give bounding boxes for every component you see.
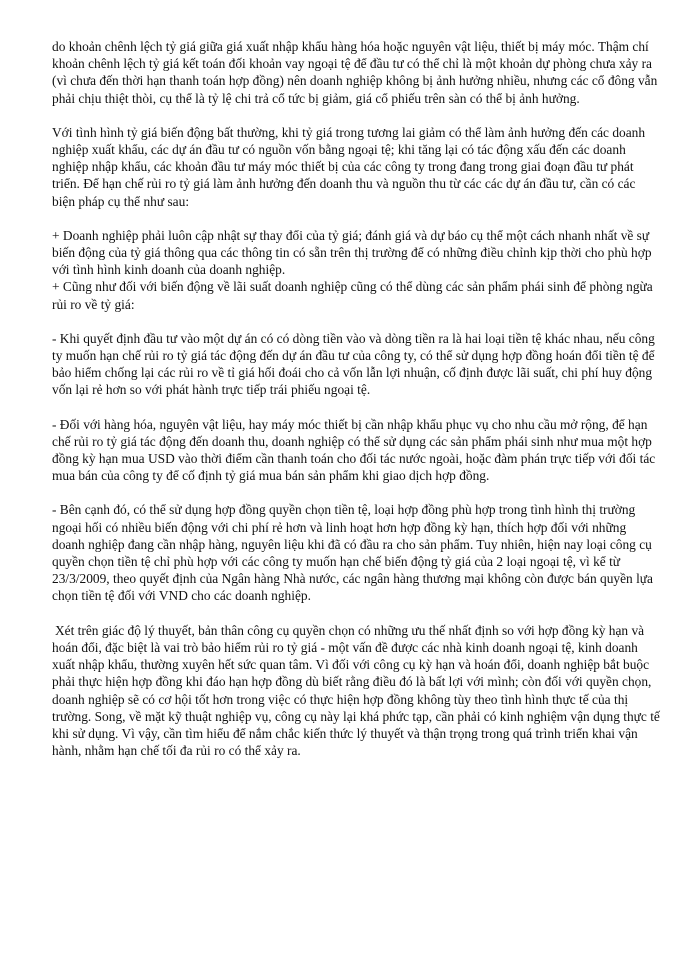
paragraph-forward-contract: - Đối với hàng hóa, nguyên vật liệu, hay máy móc thiết bị cần nhập khẩu phục vụ cho nhu cầu mở rộng, để hạn chế rủi ro tỷ giá tác động đến doanh thu, doanh nghiệp có thể sử dụng các sản phẩm phái sinh như mua một hợp đồng kỳ hạn mua USD vào thời điểm cần thanh toán cho đối tác nước ngoài, hoặc đàm phán trực tiếp với đối tác mua bán của công ty để cố định tỷ giá mua bán sản phẩm khi giao dịch hợp đồng. <box>52 416 656 484</box>
paragraph-exchange-rate-impact: do khoản chênh lệch tỷ giá giữa giá xuất nhập khẩu hàng hóa hoặc nguyên vật liệu, thiết bị máy móc. Thậm chí khoản chênh lệch tỷ giá kết toán đối khoản vay ngoại tệ để đầu tư có thể chỉ là một khoản dự phòng chưa xảy ra (vì chưa đến thời hạn thanh toán hợp đồng) nên doanh nghiệp không bị ảnh hưởng nhiều, nhưng các cổ đông vẫn phải chịu thiệt thòi, cụ thể là tỷ lệ chi trả cổ tức bị giảm, giá cổ phiếu trên sàn có thể bị ảnh hưởng. <box>52 39 658 106</box>
document-body <box>52 38 660 759</box>
paragraph-derivatives-intro: + Cũng như đối với biến động về lãi suất doanh nghiệp cũng có thể dùng các sản phẩm phái sinh để phòng ngừa rủi ro về tỷ giá: <box>52 279 653 312</box>
paragraph-currency-options: - Bên cạnh đó, có thể sử dụng hợp đồng quyền chọn tiền tệ, loại hợp đồng phù hợp trong tình hình thị trường ngoại hối có nhiều biến động với chi phí rẻ hơn và linh hoạt hơn hợp đồng kỳ hạn, thích hợp đối với những doanh nghiệp đang cần nhập hàng, nguyên liệu khi đã có đầu ra cho sản phẩm. Tuy nhiên, hiện nay loại công cụ quyền chọn tiền tệ chỉ phù hợp với các công ty muốn hạn chế biến động tỷ giá của 2 loại ngoại tệ, vì kể từ 23/3/2009, theo quyết định của Ngân hàng Nhà nước, các ngân hàng thương mại không còn được bán quyền lựa chọn tiền tệ đối với VND cho các doanh nghiệp. <box>52 502 654 604</box>
paragraph-currency-swap: - Khi quyết định đầu tư vào một dự án có có dòng tiền vào và dòng tiền ra là hai loại tiền tệ khác nhau, nếu công ty muốn hạn chế rủi ro tỷ giá tác động đến dự án đầu tư của công ty, có thể sử dụng hợp đồng hoán đổi tiền tệ để bảo hiểm chống lại các rủi ro về tỉ giá hối đoái cho cả vốn lẫn lợi nhuận, cố định được lãi suất, chi phí huy động vốn lại rẻ hơn so với phát hành trực tiếp trái phiếu ngoại tệ. <box>52 330 655 398</box>
paragraph-volatility-situation: Với tình hình tỷ giá biến động bất thường, khi tỷ giá trong tương lai giảm có thể làm ảnh hưởng đến các doanh nghiệp xuất khẩu, các dự án đầu tư có nguồn vốn bằng ngoại tệ; khi tăng lại có tác động xấu đến các doanh nghiệp nhập khẩu, các khoản đầu tư máy móc thiết bị của các công ty trong đang trong giai đoạn đầu tư phát triển. Để hạn chế rủi ro tỷ giá làm ảnh hưởng đến doanh thu và nguồn thu từ các các dự án đầu tư, cần có các biện pháp cụ thể như sau: <box>52 124 646 209</box>
paragraph-theory-conclusion: Xét trên giác độ lý thuyết, bản thân công cụ quyền chọn có những ưu thế nhất định so với hợp đồng kỳ hạn và hoán đổi, đặc biệt là vai trò bảo hiểm rủi ro tỷ giá - một vấn đề được các nhà kinh doanh ngoại tệ, kinh doanh xuất nhập khẩu, thường xuyên hết sức quan tâm. Vì đối với công cụ kỳ hạn và hoán đổi, doanh nghiệp bắt buộc phải thực hiện hợp đồng khi đáo hạn hợp đồng dù biết rằng điều đó là bất lợi với mình; còn đối với quyền chọn, doanh nghiệp sẽ có cơ hội tốt hơn trong việc có thực hiện hợp đồng không tùy theo tình hình thực tế của thị trường. Song, về mặt kỹ thuật nghiệp vụ, công cụ này lại khá phức tạp, cần phải có kinh nghiệm vận dụng thực tế khi sử dụng. Vì vậy, cần tìm hiểu để nắm chắc kiến thức lý thuyết và thận trọng trong quá trình triển khai vận hành, nhằm hạn chế tối đa rủi ro có thể xảy ra. <box>52 622 660 759</box>
paragraph-update-forecast: + Doanh nghiệp phải luôn cập nhật sự thay đổi của tỷ giá; đánh giá và dự báo cụ thể một cách nhanh nhất về sự biến động của tỷ giá thông qua các thông tin có sẵn trên thị trường để có những điều chỉnh kịp thời cho phù hợp với tình hình kinh doanh của doanh nghiệp. <box>52 227 652 278</box>
